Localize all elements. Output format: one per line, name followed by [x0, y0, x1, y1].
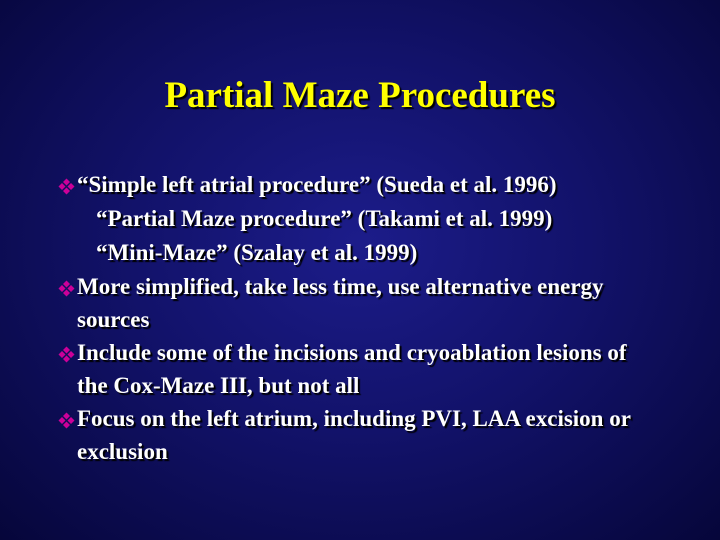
bullet-item [58, 270, 652, 336]
bullet-text: More simplified, take less time, use alternative energy sources [77, 274, 604, 332]
bullet-item [58, 336, 652, 402]
diamond-quad-icon [58, 412, 75, 429]
diamond-quad-icon [58, 346, 75, 363]
bullet-list [58, 168, 698, 468]
bullet-text-line: “Mini-Maze” (Szalay et al. 1999) [96, 240, 418, 265]
diamond-quad-icon [58, 280, 75, 297]
slide-title: Partial Maze Procedures [164, 75, 556, 116]
bullet-item [58, 402, 652, 468]
bullet-text-line: “Simple left atrial procedure” (Sueda et al. 1996) [77, 172, 557, 197]
bullet-text-line: “Partial Maze procedure” (Takami et al. 1999) [96, 206, 553, 231]
bullet-text: Focus on the left atrium, including PVI, LAA excision or exclusion [77, 406, 631, 464]
diamond-quad-icon [58, 178, 75, 195]
bullet-item [58, 168, 698, 270]
bullet-text: Include some of the incisions and cryoablation lesions of the Cox-Maze III, but not all [77, 340, 627, 398]
